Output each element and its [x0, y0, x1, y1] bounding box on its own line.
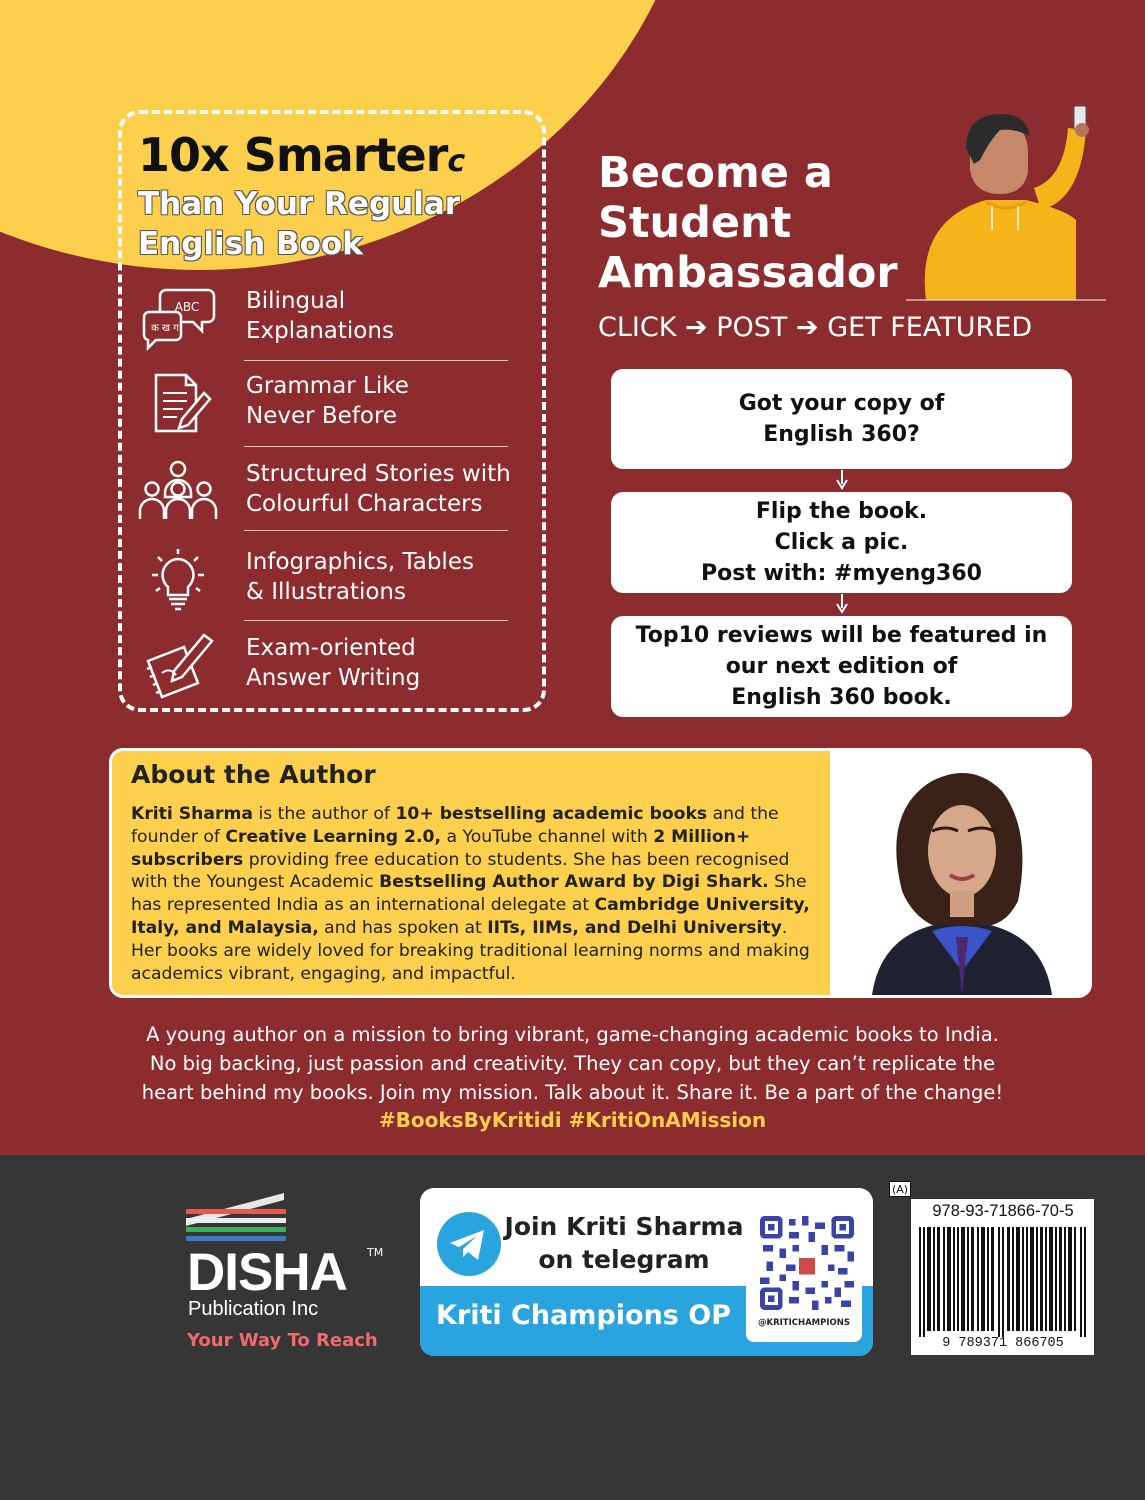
- feature-text: Grammar Like Never Before: [246, 373, 409, 429]
- telegram-card[interactable]: [420, 1188, 873, 1356]
- speech-bubbles-icon: [138, 286, 218, 356]
- arrow-down-icon: [836, 594, 848, 614]
- author-photo: [832, 751, 1092, 995]
- feature-text: Bilingual Explanations: [246, 288, 394, 344]
- telegram-icon[interactable]: [436, 1211, 502, 1277]
- document-pen-icon: [138, 371, 218, 441]
- hindi-label: क ख ग: [151, 323, 179, 334]
- qr-code: [760, 1216, 854, 1310]
- disha-logo-wordmark: DISHA: [187, 1243, 347, 1302]
- selfie-person-illustration: [906, 100, 1106, 302]
- telegram-qr-card[interactable]: [746, 1210, 862, 1342]
- arrow-right-icon: ➔: [685, 312, 708, 343]
- people-group-icon: [138, 459, 218, 529]
- about-author-text: Kriti Sharma is the author of 10+ bestselling academic books and the founder of Creative Learning 2.0, a YouTube channel with 2 Million+ subscribers providing free education to students. She has been recognised with the Youngest Academic Bestselling Author Award by Digi Shark. She has represented India as an international delegate at Cambridge University, Italy, and Malaysia, and has spoken at IITs, IIMs, and Delhi University. Her books are widely loved for breaking traditional learning norms and making academics vibrant, engaging, and impactful.: [131, 804, 810, 984]
- feature-divider: [244, 530, 508, 531]
- features-title-mark: c: [447, 144, 465, 179]
- ambassador-title: Become a Student Ambassador: [598, 148, 898, 298]
- feature-divider: [244, 446, 508, 447]
- ambassador-card: Top10 reviews will be featured in our next edition of English 360 book.: [611, 616, 1072, 717]
- barcode-digits: 9 789371 866705: [942, 1336, 1064, 1351]
- ambassador-card: Flip the book. Click a pic. Post with: #myeng360: [611, 492, 1072, 593]
- notepad-pen-icon: [138, 633, 218, 703]
- telegram-handle: @KRITICHAMPIONS: [758, 1318, 850, 1328]
- about-author-box: [109, 748, 1092, 998]
- mission-text: A young author on a mission to bring vibrant, game-changing academic books to India. No big backing, just passion and creativity. They can copy, but they can’t replicate the heart behind my books. Join my mission. Talk about it. Share it. Be a part of the change!: [141, 1023, 1004, 1104]
- feature-divider: [244, 620, 508, 621]
- disha-trademark: TM: [367, 1246, 384, 1259]
- arrow-down-icon: [836, 470, 848, 490]
- about-author-heading: About the Author: [131, 760, 376, 789]
- ambassador-steps: CLICK ➔ POST ➔ GET FEATURED: [598, 312, 1033, 343]
- barcode-bars: [917, 1227, 1088, 1337]
- isbn-number: 978-93-71866-70-5: [932, 1202, 1074, 1220]
- feature-text: Exam-oriented Answer Writing: [246, 635, 421, 691]
- feature-text: Structured Stories with Colourful Characters: [246, 461, 511, 517]
- isbn-barcode: [911, 1199, 1094, 1355]
- telegram-channel-name: Kriti Champions OP: [436, 1300, 732, 1331]
- feature-text: Infographics, Tables & Illustrations: [246, 549, 474, 605]
- feature-divider: [244, 360, 508, 361]
- publisher-tagline: Your Way To Reach: [187, 1330, 378, 1351]
- telegram-join-text: Join Kriti Sharma on telegram: [504, 1212, 744, 1274]
- light-bulb-icon: [138, 547, 218, 617]
- publisher-subtitle: Publication Inc: [188, 1298, 319, 1320]
- mission-hashtags: #BooksByKritidi #KritiOnAMission: [378, 1108, 767, 1132]
- features-title: 10x Smarterc: [138, 128, 465, 182]
- arrow-right-icon: ➔: [796, 312, 819, 343]
- features-subtitle: Than Your Regular English Book: [138, 186, 461, 262]
- ambassador-card: Got your copy of English 360?: [611, 369, 1072, 469]
- abc-label: ABC: [174, 300, 200, 314]
- barcode-label: (A): [889, 1181, 911, 1197]
